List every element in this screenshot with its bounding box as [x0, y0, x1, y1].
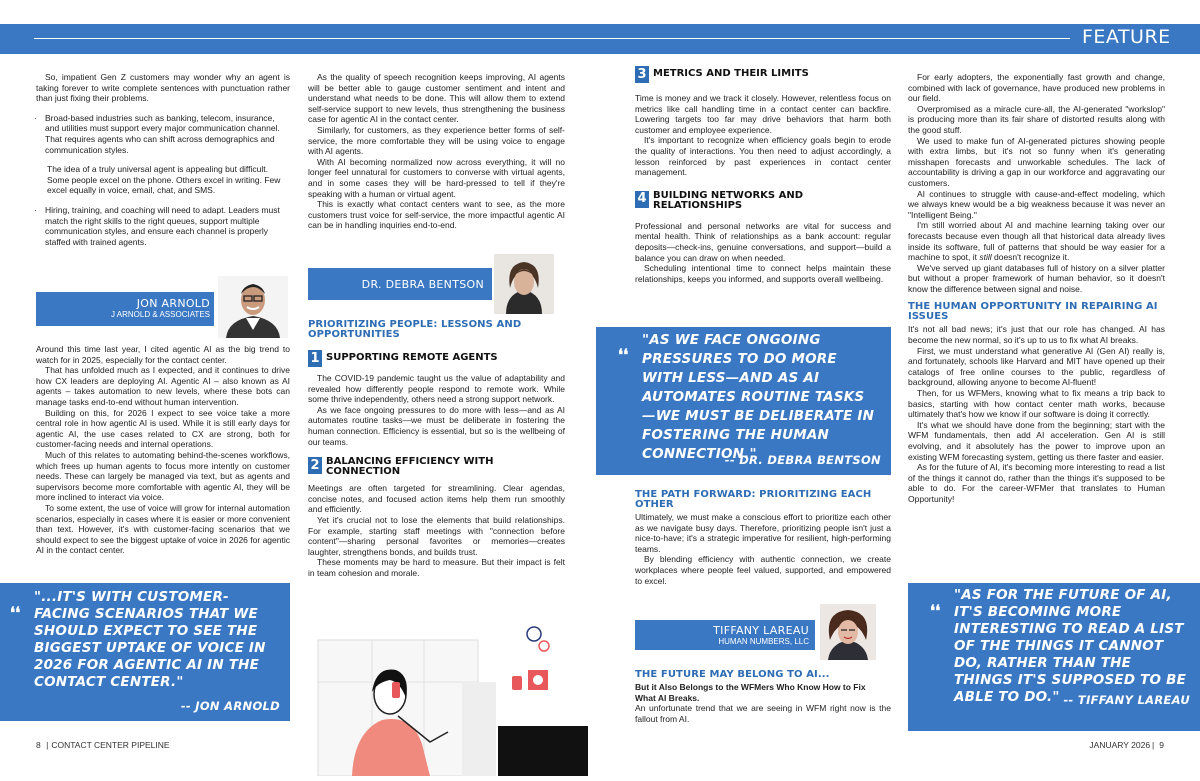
- paragraph: Then, for us WFMers, knowing what to fix means a trip back to basics, starting with how contact center math works, because ultimately that's how we know if our software is doing it correctly.: [908, 388, 1165, 420]
- quote-text: "...IT'S WITH CUSTOMER-FACING SCENARIOS THAT WE SHOULD EXPECT TO SEE THE BIGGEST UPTAKE OF VOICE IN 2026 FOR AGENTIC AI IN THE CONTACT CENTER.": [34, 589, 266, 690]
- paragraph: Building on this, for 2026 I expect to see voice take a more central role in how agentic AI is used. While it is still early days for agentic AI, the use cases related to CX are strong, both for customer-facing needs and internal operations.: [36, 407, 290, 450]
- paragraph: As the quality of speech recognition keeps improving, AI agents will be better able to gauge customer sentiment and intent and understand what needs to be done. This will allow them to extend self-service support to new levels, thus strengthening the business case for agentic AI in the contact center.: [308, 72, 565, 125]
- quote-mark-icon: ❛❛: [10, 605, 21, 622]
- header-rule: [34, 38, 1070, 39]
- author-banner-jon-arnold: [36, 292, 214, 326]
- paragraph: By blending efficiency with authentic connection, we create workplaces where people feel valued, supported, and empowered to excel.: [635, 554, 891, 586]
- number-badge: 4: [635, 191, 649, 208]
- paragraph: Professional and personal networks are vital for success and mental health. Think of relationships as a bank account: regular deposits—check-ins, genuine conversations, and support—build a balance you can draw on when needed.: [635, 220, 891, 263]
- quote-mark-icon: ❛❛: [618, 347, 629, 364]
- author-company: J ARNOLD & ASSOCIATES: [111, 310, 210, 319]
- paragraph: We've served up giant databases full of history on a silver platter but without a proper framework of human behavior, so it doesn't know the difference between signal and noise.: [908, 262, 1165, 294]
- number-badge: 1: [308, 350, 322, 367]
- column-3-bottom: [635, 670, 891, 724]
- header-bar: [0, 24, 1200, 54]
- paragraph: As we face ongoing pressures to do more with less—and as AI automates routine tasks—we must be deliberate in fostering the human connection. Efficiency is essential, but so is the wellbeing of our teams.: [308, 404, 565, 447]
- paragraph: It's important to recognize when efficiency goals begin to erode the quality of interactions. You then need to adjust accordingly, a lesson reinforced by past experiences in contact center management.: [635, 135, 891, 178]
- quote-attribution: -- TIFFANY LAREAU: [1063, 693, 1190, 707]
- numbered-heading-2: 2 BALANCING EFFICIENCY WITH CONNECTION: [308, 457, 565, 477]
- author-banner-tiffany-lareau: [635, 620, 815, 650]
- paragraph: With AI becoming normalized now across everything, it will no longer feel unnatural for customers to converse with virtual agents, and in some cases they will be hard-pressed to tell if they're speaking with a human or virtual agent.: [308, 156, 565, 199]
- publication-name: CONTACT CENTER PIPELINE: [51, 740, 170, 750]
- bullet-item: · Hiring, training, and coaching will need to adapt. Leaders must match the right skills to the right queues, support multiple communication styles, and ensure each channel is properly staffed with trained agents.: [34, 204, 280, 247]
- author-photo-debra-bentson: [492, 252, 556, 316]
- number-badge: 2: [308, 457, 322, 474]
- pull-quote-debra-bentson: [596, 327, 891, 475]
- paragraph: Time is money and we track it closely. However, relentless focus on metrics like call handling time in a contact center can backfire. Lowering targets too far may drive behaviors that harm both customer and employee experience.: [635, 93, 891, 135]
- issue-date: JANUARY 2026: [1089, 740, 1151, 750]
- paragraph: These moments may be hard to measure. But their impact is felt in team cohesion and morale.: [308, 557, 565, 578]
- numbered-heading-3: 3 METRICS AND THEIR LIMITS: [635, 66, 891, 83]
- column-1: [36, 72, 290, 247]
- quote-mark-icon: ❛❛: [930, 603, 941, 620]
- numbered-heading-4: 4 BUILDING NETWORKS AND RELATIONSHIPS: [635, 191, 891, 211]
- pull-quote-tiffany-lareau: [908, 583, 1200, 731]
- paragraph: To some extent, the use of voice will grow for internal automation scenarios, especially in cases where it is easier or more convenient than text. However, it's with customer-facing scenarios that we should expect to see the biggest uptake of voice in 2026 for agentic AI in the contact center.: [36, 502, 290, 556]
- author-name: DR. DEBRA BENTSON: [361, 278, 484, 291]
- column-2-lower: [308, 318, 565, 579]
- paragraph: This is exactly what contact centers want to see, as the more customers trust voice for self-service, the more impactful agentic AI can be in handling inquiries end-to-end.: [308, 199, 565, 231]
- section-heading: THE PATH FORWARD: PRIORITIZING EACH OTHER: [635, 489, 872, 510]
- portrait-icon: [494, 254, 554, 314]
- paragraph: An unfortunate trend that we are seeing in WFM right now is the fallout from AI.: [635, 703, 891, 724]
- section-label: FEATURE: [1082, 26, 1171, 48]
- author-company: HUMAN NUMBERS, LLC: [718, 637, 809, 646]
- section-heading: PRIORITIZING PEOPLE: LESSONS AND OPPORTUNITIES: [308, 319, 522, 340]
- pull-quote-jon-arnold: [0, 583, 290, 721]
- column-2: [308, 72, 565, 231]
- paragraph: The COVID-19 pandemic taught us the value of adaptability and revealed how differently people respond to remote work. While some thrive independently, others need a strong support network.: [308, 373, 565, 405]
- column-3-lower: [635, 490, 891, 586]
- column-3: [635, 66, 891, 284]
- footer-left: 8 | CONTACT CENTER PIPELINE: [36, 740, 170, 750]
- paragraph: For early adopters, the exponentially fast growth and change, combined with lack of governance, have produced new problems in our field.: [908, 72, 1165, 104]
- quote-text: "AS FOR THE FUTURE OF AI, IT'S BECOMING MORE INTERESTING TO READ A LIST OF THE THINGS IT CANNOT DO, RATHER THAN THE THINGS IT'S SUPPOSED TO BE ABLE TO DO.": [954, 587, 1187, 705]
- portrait-icon: [218, 276, 288, 338]
- quote-attribution: -- DR. DEBRA BENTSON: [724, 453, 881, 467]
- portrait-icon: [820, 604, 876, 660]
- paragraph: Overpromised as a miracle cure-all, the AI-generated "workslop" is producing more than its fair share of distorted results along with the good stuff.: [908, 103, 1165, 135]
- column-4: [908, 72, 1165, 505]
- paragraph: That has unfolded much as I expected, and it continues to drive how CX leaders are deploying AI. Agentic AI – also known as AI agents – takes automation to new levels, where these bots can manage tasks end-to-end without human intervention.: [36, 365, 290, 407]
- author-photo-jon-arnold: [216, 274, 290, 340]
- paragraph: We used to make fun of AI-generated pictures showing people with extra limbs, but it's not so funny when it's generating misshapen forecasts and unworkable schedules. The lack of accountability is driving a gap in our workforce and aggravating our customers.: [908, 135, 1165, 188]
- paragraph: The idea of a truly universal agent is appealing but difficult. Some people excel on the phone. Others excel in writing. Few excel equally in voice, email, chat, and SMS.: [47, 164, 281, 196]
- quote-attribution: -- JON ARNOLD: [180, 699, 280, 713]
- bullet-item: · Broad-based industries such as banking, telecom, insurance, and utilities must support every major communication channel. That requires agents who can shift across demographics and communication styles.: [34, 112, 280, 155]
- paragraph: Yet it's crucial not to lose the elements that build relationships. For example, starting staff meetings with "connection before content"—sharing personal favorites or memories—creates laughter, strengthens bonds, and builds trust.: [308, 514, 565, 557]
- footer-right: JANUARY 2026 | 9: [1089, 740, 1164, 750]
- author-photo-tiffany-lareau: [818, 602, 878, 662]
- paragraph: It's what we should have done from the beginning; start with the WFM fundamentals, then add AI acceleration. Gen AI is still evolving, and it absolutely has the power to improve upon an existing WFM forecasting system, getting us there faster and easier.: [908, 419, 1165, 462]
- number-badge: 3: [635, 66, 649, 83]
- paragraph: Scheduling intentional time to connect helps maintain these relationships, keeps you informed, and supports overall wellbeing.: [635, 263, 891, 284]
- paragraph: As for the future of AI, it's becoming more interesting to read a list of the things it cannot do, rather than the things it's supposed to be able to do. For the career-WFMer that translates to Human Opportunity!: [908, 462, 1165, 504]
- section-heading: THE HUMAN OPPORTUNITY IN REPAIRING AI ISSUES: [908, 301, 1158, 323]
- paragraph: So, impatient Gen Z customers may wonder why an agent is taking forever to write complete sentences with punctuation rather than just fixing their problems.: [36, 72, 290, 104]
- section-heading: THE FUTURE MAY BELONG TO AI...: [635, 669, 830, 680]
- author-name: TIFFANY LAREAU: [713, 624, 809, 637]
- column-1-lower: [36, 344, 290, 556]
- paragraph: AI continues to struggle with cause-and-effect modeling, which we always knew would be a big weakness because it was never an "Intelligent Being.": [908, 188, 1165, 220]
- subheading: But it Also Belongs to the WFMers Who Know How to Fix What AI Breaks.: [635, 682, 866, 703]
- paragraph: It's not all bad news; it's just that our role has changed. AI has become the new normal, so it's up to us to fix what AI breaks.: [908, 324, 1165, 346]
- page-number-left: 8: [36, 740, 41, 750]
- paragraph: Similarly, for customers, as they experience better forms of self-service, the more comfortable they will be using voice to engage with AI agents.: [308, 124, 565, 157]
- paragraph: First, we must understand what generative AI (Gen AI) really is, and fortunately, schools like Harvard and MIT have opened up their catalogs of free online courses to the public, regardless of background, allowing anyone to become AI-fluent!: [908, 345, 1165, 388]
- paragraph: Ultimately, we must make a conscious effort to prioritize each other as we navigate busy days. Therefore, prioritizing people isn't just a nice-to-have; it's a strategic imperative for resilient, high-performing teams.: [635, 512, 891, 554]
- author-name: JON ARNOLD: [136, 297, 210, 310]
- page-number-right: 9: [1159, 740, 1164, 750]
- author-banner-debra-bentson: [308, 268, 492, 300]
- quote-text: "AS WE FACE ONGOING PRESSURES TO DO MORE WITH LESS—AND AS AI AUTOMATES ROUTINE TASKS—WE MUST BE DELIBERATE IN FOSTERING THE HUMAN CONNECTION.": [642, 332, 875, 462]
- woman-phone-illustration: [312, 622, 590, 776]
- woman-phone-illustration-svg: [312, 622, 590, 776]
- numbered-heading-1: 1 SUPPORTING REMOTE AGENTS: [308, 350, 565, 367]
- paragraph: Around this time last year, I cited agentic AI as the big trend to watch for in 2025, especially for the contact center.: [36, 344, 290, 365]
- paragraph: Meetings are often targeted for streamlining. Clear agendas, concise notes, and focused action items help them run smoothly and efficiently.: [308, 483, 565, 515]
- paragraph: Much of this relates to automating behind-the-scenes workflows, which frees up human agents to focus more intently on customer needs. These can largely be managed via text, but as agents and supervisors become more comfortable with agentic AI, they will be more inclined to interact via voice.: [36, 449, 290, 503]
- paragraph: I'm still worried about AI and machine learning taking over our forecasts because even though all that historical data already lives inside its software, full of patterns that should be way easier for a machine to spot, it still doesn't recognize it.: [908, 220, 1165, 263]
